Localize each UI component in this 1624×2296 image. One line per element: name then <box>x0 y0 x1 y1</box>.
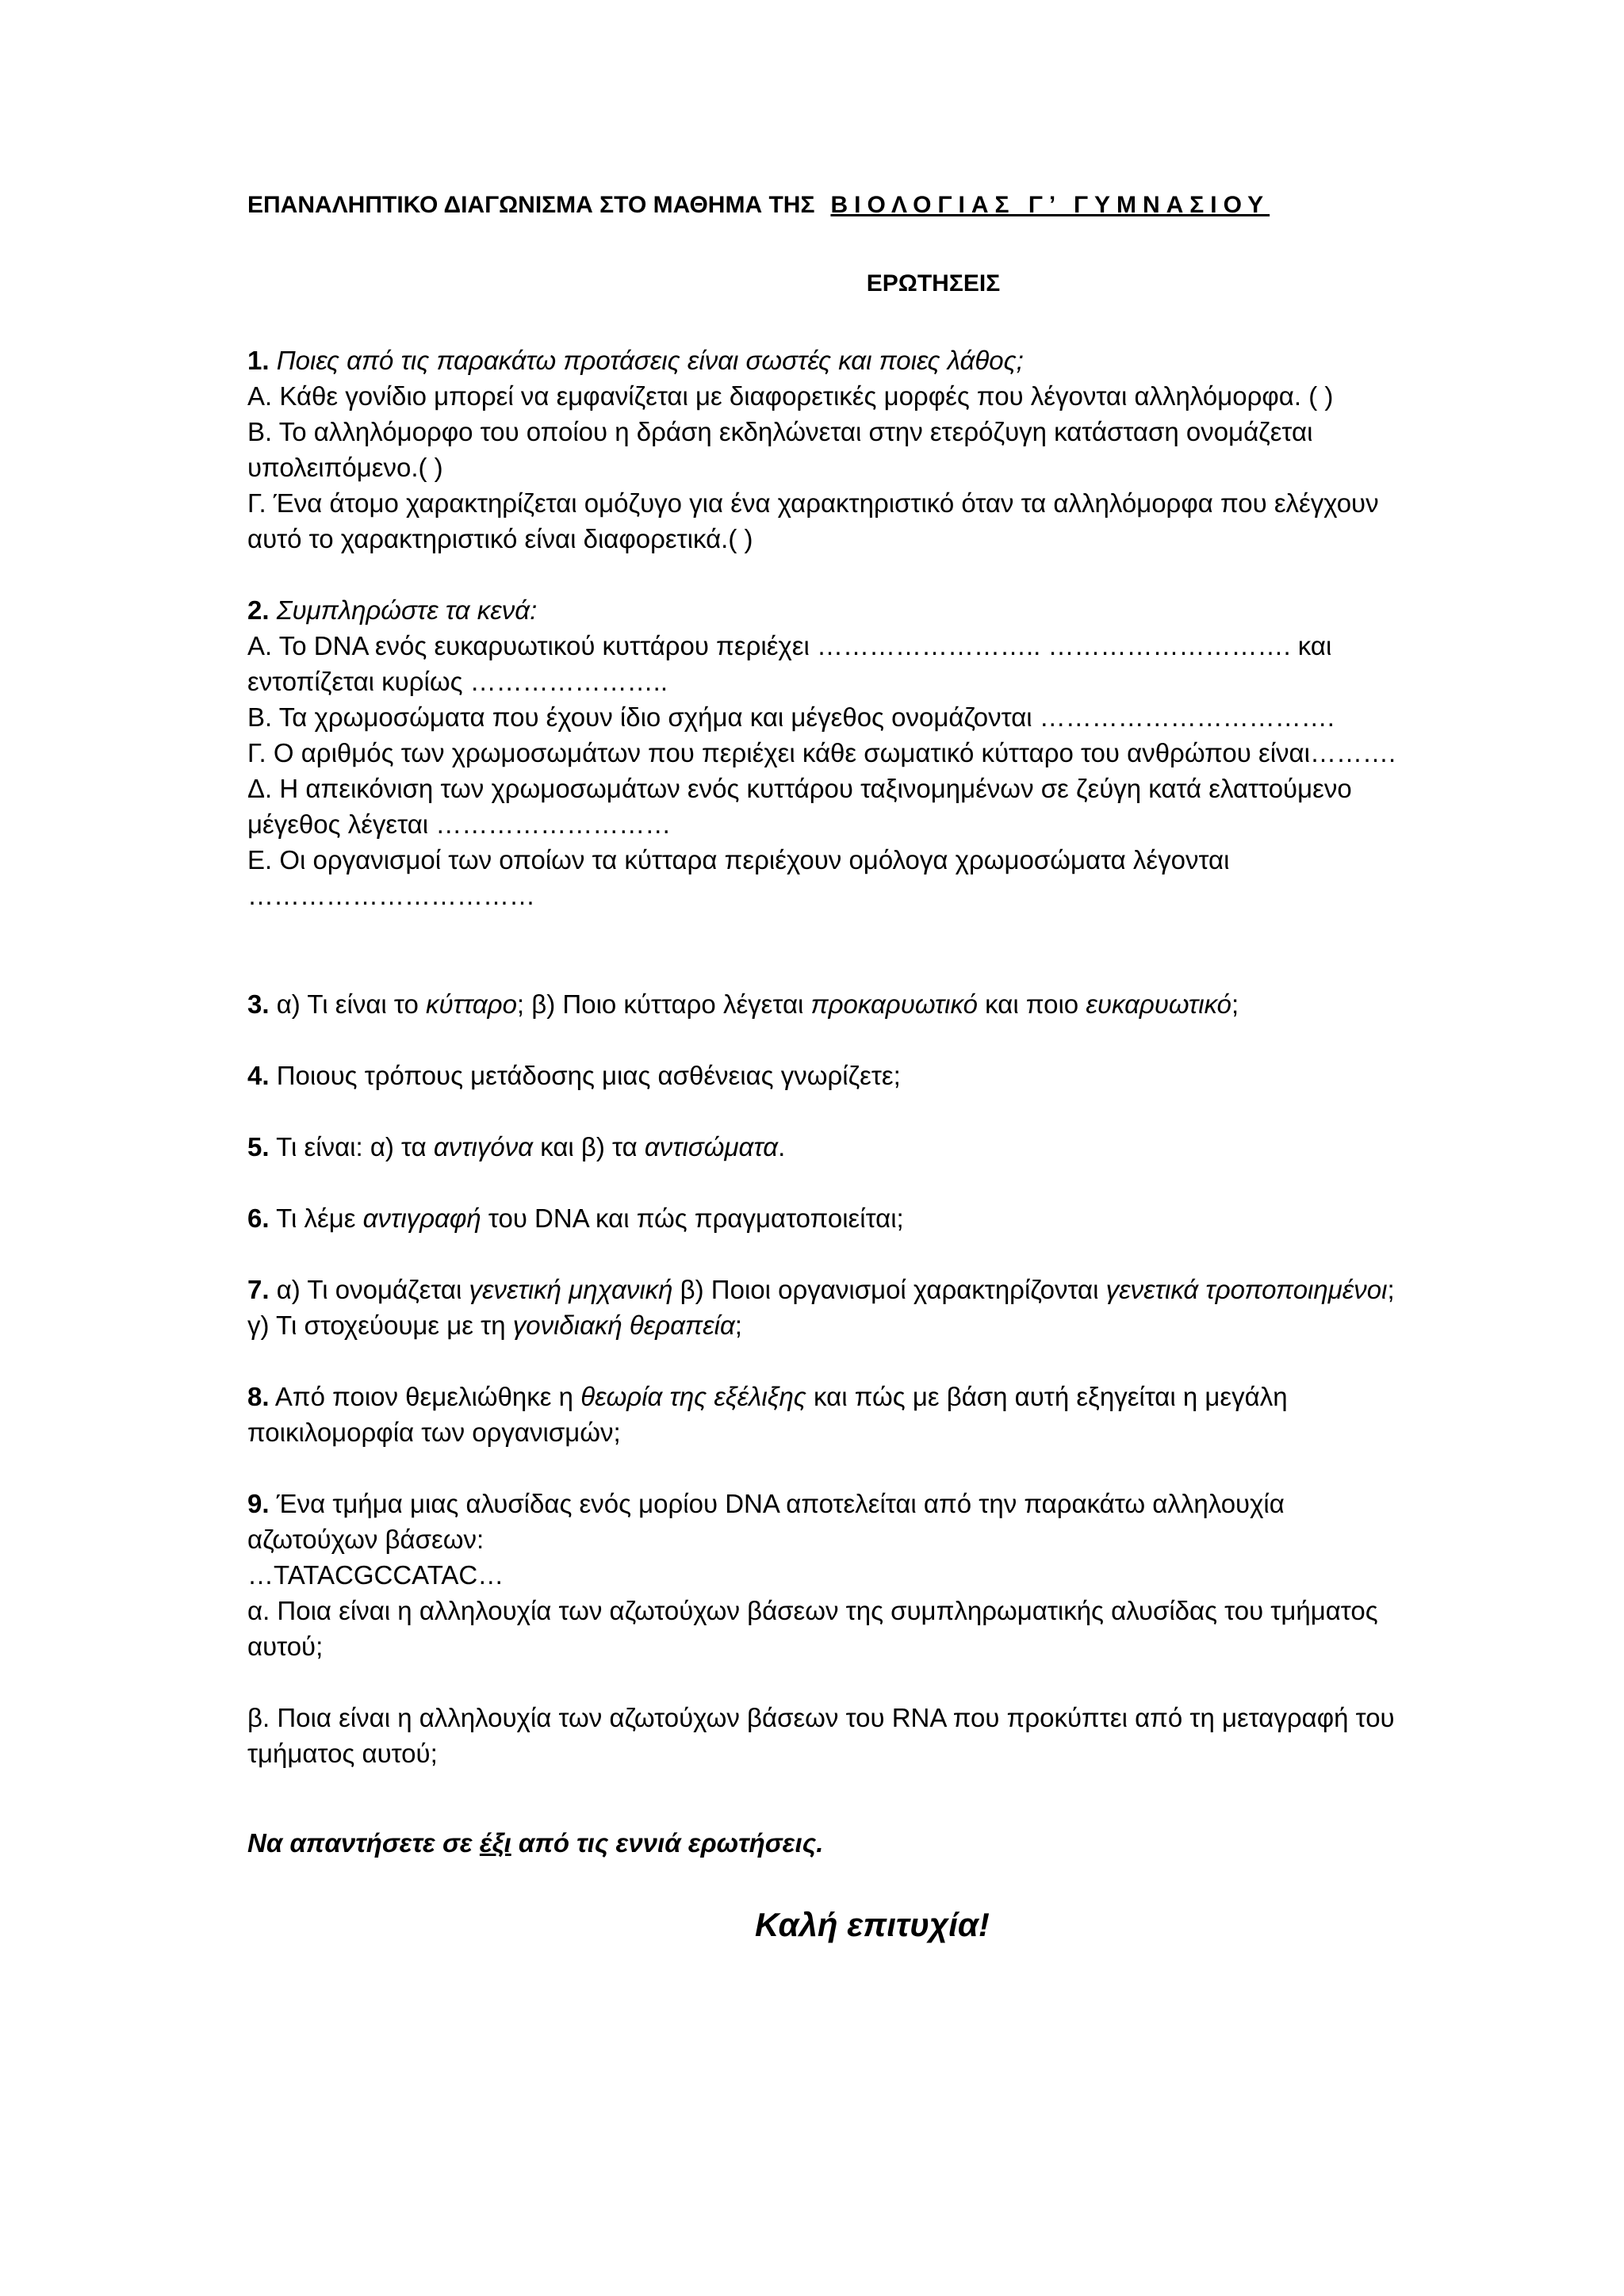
question-number: 4. <box>247 1061 270 1090</box>
question-number: 2. <box>247 595 270 625</box>
question-number: 8. <box>247 1382 270 1411</box>
question-number: 6. <box>247 1203 270 1233</box>
exam-title <box>247 187 1405 223</box>
question-9-item-a: α. Ποια είναι η αλληλουχία των αζωτούχων βάσεων της συμπληρωματικής αλυσίδας του τμήματος αυτού; <box>247 1596 1378 1661</box>
question-7: 7. α) Τι ονομάζεται γενετική μηχανική β) Ποιοι οργανισμοί χαρακτηρίζονται γενετικά τροποποιημένοι; γ) Τι στοχεύουμε με τη γονιδιακή θεραπεία; <box>247 1275 1395 1340</box>
dna-sequence: …TATACGCCATAC… <box>247 1560 504 1590</box>
question-2-item-b: Β. Τα χρωμοσώματα που έχουν ίδιο σχήμα και μέγεθος ονομάζονται ……………………………. <box>247 702 1335 732</box>
question-number: 3. <box>247 989 270 1019</box>
question-1-item-a: Α. Κάθε γονίδιο μπορεί να εμφανίζεται με διαφορετικές μορφές που λέγονται αλληλόμορφα. ( ) <box>247 381 1334 411</box>
question-1-prompt: 1. Ποιες από τις παρακάτω προτάσεις είναι σωστές και ποιες λάθος; <box>247 346 1024 375</box>
question-6: 6. Τι λέμε αντιγραφή του DNA και πώς πραγματοποιείται; <box>247 1203 904 1233</box>
question-number: 1. <box>247 346 270 375</box>
question-2-item-a: Α. Το DNA ενός ευκαρυωτικού κυττάρου περιέχει …………………….. ………………………. και εντοπίζεται κυρίως ………………….. <box>247 631 1332 696</box>
exam-title-text: ΕΠΑΝΑΛΗΠΤΙΚΟ ΔΙΑΓΩΝΙΣΜΑ ΣΤΟ ΜΑΘΗΜΑ ΤΗΣ <box>247 192 815 218</box>
question-9-item-b: β. Ποια είναι η αλληλουχία των αζωτούχων βάσεων του RNA που προκύπτει από τη μεταγραφή του τμήματος αυτού; <box>247 1703 1395 1768</box>
question-1-item-b: Β. Το αλληλόμορφο του οποίου η δράση εκδηλώνεται στην ετερόζυγη κατάσταση ονομάζεται υπολειπόμενο.( ) <box>247 417 1313 482</box>
question-number: 9. <box>247 1489 270 1518</box>
exam-subject: ΒΙΟΛΟΓΙΑΣ Γ’ ΓΥΜΝΑΣΙΟΥ <box>830 192 1270 218</box>
question-9-prompt: 9. Ένα τμήμα μιας αλυσίδας ενός μορίου DNA αποτελείται από την παρακάτω αλληλουχία αζωτούχων βάσεων: <box>247 1489 1285 1554</box>
question-2-item-e: Ε. Οι οργανισμοί των οποίων τα κύτταρα περιέχουν ομόλογα χρωμοσώματα λέγονται …………………………… <box>247 845 1230 910</box>
question-5: 5. Τι είναι: α) τα αντιγόνα και β) τα αντισώματα. <box>247 1132 786 1161</box>
question-number: 5. <box>247 1132 270 1161</box>
closing-wish: Καλή επιτυχία! <box>755 1906 990 1943</box>
question-4: 4. Ποιους τρόπους μετάδοσης μιας ασθένειας γνωρίζετε; <box>247 1061 901 1090</box>
question-2 <box>247 592 1405 913</box>
question-number: 7. <box>247 1275 270 1304</box>
question-2-item-c: Γ. Ο αριθμός των χρωμοσωμάτων που περιέχει κάθε σωματικό κύτταρο του ανθρώπου είναι………. <box>247 738 1396 767</box>
section-heading: ΕΡΩΤΗΣΕΙΣ <box>866 270 1001 297</box>
question-8: 8. Από ποιον θεμελιώθηκε η θεωρία της εξέλιξης και πώς με βάση αυτή εξηγείται η μεγάλη ποικιλομορφία των οργανισμών; <box>247 1382 1288 1447</box>
question-2-prompt: 2. Συμπληρώστε τα κενά: <box>247 595 538 625</box>
question-1-item-c: Γ. Ένα άτομο χαρακτηρίζεται ομόζυγο για ένα χαρακτηριστικό όταν τα αλληλόμορφα που ελέγχουν αυτό το χαρακτηριστικό είναι διαφορετικά.( ) <box>247 488 1379 553</box>
question-3: 3. α) Τι είναι το κύτταρο; β) Ποιο κύτταρο λέγεται προκαρυωτικό και ποιο ευκαρυωτικό; <box>247 989 1239 1019</box>
question-2-item-d: Δ. Η απεικόνιση των χρωμοσωμάτων ενός κυττάρου ταξινομημένων σε ζεύγη κατά ελαττούμενο μέγεθος λέγεται ……………………… <box>247 774 1352 839</box>
instructions: Να απαντήσετε σε έξι από τις εννιά ερωτήσεις. <box>247 1828 824 1858</box>
question-1 <box>247 342 1405 557</box>
exam-page <box>247 187 1405 1945</box>
question-9 <box>247 1486 1405 1771</box>
